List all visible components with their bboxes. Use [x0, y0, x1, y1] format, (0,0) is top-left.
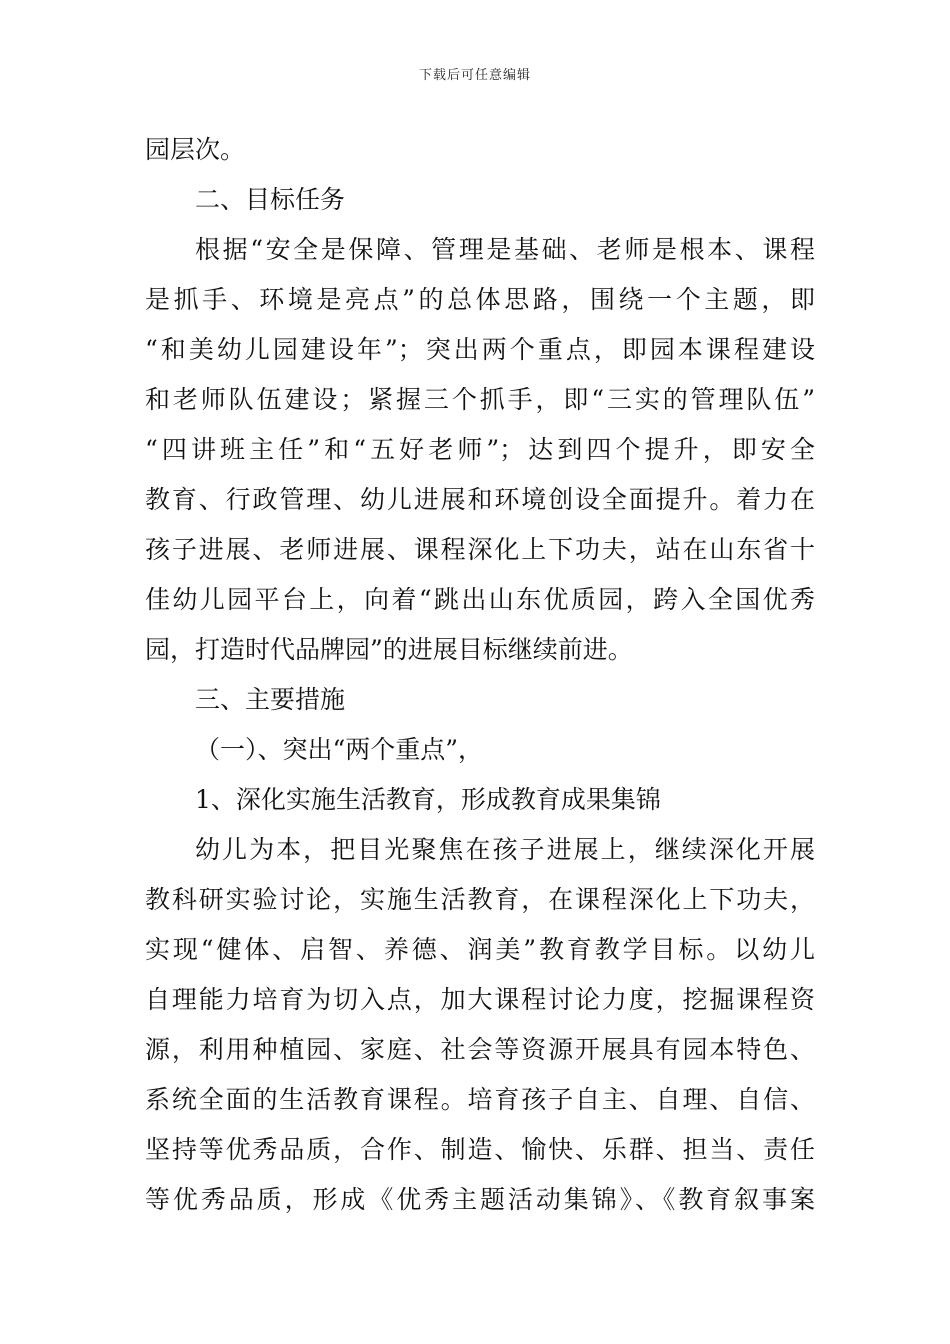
- text-line: 系统全面的生活教育课程。培育孩子自主、自理、自信、: [145, 1085, 815, 1114]
- section-heading: 三、主要措施: [195, 685, 346, 714]
- text-line: 教育、行政管理、幼儿进展和环境创设全面提升。着力在: [145, 485, 815, 514]
- text-line: 等优秀品质，形成《优秀主题活动集锦》、《教育叙事案: [145, 1185, 815, 1214]
- page-header: 下载后可任意编辑: [418, 68, 531, 83]
- text-line: “和美幼儿园建设年”；突出两个重点，即园本课程建设: [145, 335, 815, 364]
- text-line: 坚持等优秀品质，合作、制造、愉快、乐群、担当、责任: [145, 1135, 815, 1164]
- section-heading: 二、目标任务: [195, 185, 346, 214]
- text-line: “四讲班主任”和“五好老师”；达到四个提升，即安全: [145, 435, 815, 464]
- text-line: 孩子进展、老师进展、课程深化上下功夫，站在山东省十: [145, 535, 815, 564]
- text-line: 佳幼儿园平台上，向着“跳出山东优质园，跨入全国优秀: [145, 585, 815, 614]
- text-line: 园，打造时代品牌园”的进展目标继续前进。: [145, 635, 633, 664]
- subsection-heading: （一）、突出“两个重点”，: [195, 735, 484, 764]
- text-line: 源，利用种植园、家庭、社会等资源开展具有园本特色、: [145, 1035, 815, 1064]
- text-line: 幼儿为本，把目光聚焦在孩子进展上，继续深化开展: [195, 835, 815, 864]
- text-line: 教科研实验讨论，实施生活教育，在课程深化上下功夫，: [145, 885, 815, 914]
- text-line: 和老师队伍建设；紧握三个抓手，即“三实的管理队伍”: [145, 385, 815, 414]
- item-heading: 1、深化实施生活教育，形成教育成果集锦: [195, 785, 661, 814]
- text-line: 自理能力培育为切入点，加大课程讨论力度，挖掘课程资: [145, 985, 815, 1014]
- text-line: 实现“健体、启智、养德、润美”教育教学目标。以幼儿: [145, 935, 815, 964]
- text-line: 是抓手、环境是亮点”的总体思路，围绕一个主题，即: [145, 285, 815, 314]
- text-line: 根据“安全是保障、管理是基础、老师是根本、课程: [195, 235, 815, 264]
- text-line: 园层次。: [145, 135, 246, 164]
